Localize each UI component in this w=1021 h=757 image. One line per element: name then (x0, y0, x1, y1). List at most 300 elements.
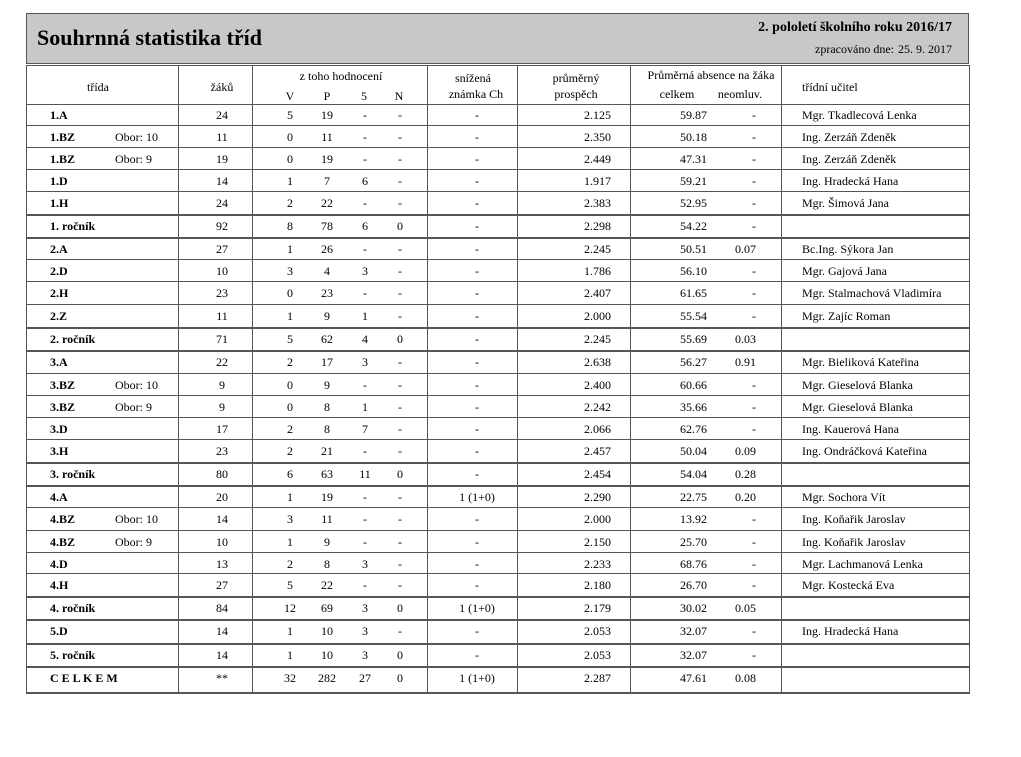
cell-trida: 2. ročník (50, 332, 96, 346)
cell-p: 282 (318, 671, 336, 685)
cell-abs-celkem: 56.27 (680, 355, 707, 369)
cell-v: 3 (287, 264, 293, 278)
cell-abs-celkem: 26.70 (680, 578, 707, 592)
cell-ucitel: Mgr. Kostecká Eva (802, 578, 895, 592)
report-header (26, 13, 969, 64)
table-row-divider (26, 191, 970, 192)
cell-trida: 5.D (50, 624, 68, 638)
cell-snizena: 1 (1+0) (459, 671, 495, 685)
cell-zaku: 10 (216, 264, 228, 278)
table-row-divider (26, 259, 970, 260)
cell-n: - (398, 355, 402, 369)
cell-five: - (363, 130, 367, 144)
cell-abs-celkem: 50.18 (680, 130, 707, 144)
cell-zaku: 10 (216, 535, 228, 549)
cell-ucitel: Ing. Hradecká Hana (802, 174, 899, 188)
cell-abs-neomluv: - (752, 557, 756, 571)
cell-v: 5 (287, 332, 293, 346)
table-row-divider (26, 395, 970, 396)
cell-five: 11 (359, 467, 371, 481)
cell-ucitel: Ing. Kauerová Hana (802, 422, 899, 436)
cell-prumer: 2.407 (584, 286, 611, 300)
cell-trida: 4.H (50, 578, 69, 592)
cell-zaku: 19 (216, 152, 228, 166)
school-period: 2. pololetí školního roku 2016/17 (758, 20, 952, 35)
cell-zaku: 23 (216, 444, 228, 458)
col-5-header: 5 (361, 89, 367, 103)
cell-snizena: 1 (1+0) (459, 601, 495, 615)
cell-p: 11 (321, 512, 333, 526)
cell-prumer: 2.245 (584, 242, 611, 256)
table-grid-line (427, 65, 428, 693)
cell-n: 0 (397, 219, 403, 233)
cell-p: 8 (324, 557, 330, 571)
cell-n: - (398, 422, 402, 436)
cell-snizena: - (475, 355, 479, 369)
cell-obor: Obor: 10 (115, 512, 158, 526)
cell-trida: 2.Z (50, 309, 68, 323)
cell-n: - (398, 378, 402, 392)
cell-prumer: 2.298 (584, 219, 611, 233)
cell-abs-neomluv: - (752, 108, 756, 122)
cell-n: - (398, 490, 402, 504)
table-row-divider (26, 237, 970, 239)
cell-p: 19 (321, 490, 333, 504)
cell-abs-neomluv: - (752, 219, 756, 233)
cell-trida: 3.A (50, 355, 68, 369)
cell-n: 0 (397, 601, 403, 615)
cell-trida: 1.H (50, 196, 69, 210)
processed-date: 25. 9. 2017 (898, 42, 952, 56)
cell-abs-celkem: 47.31 (680, 152, 707, 166)
cell-v: 1 (287, 535, 293, 549)
cell-snizena: - (475, 624, 479, 638)
cell-trida: 4.A (50, 490, 68, 504)
cell-p: 26 (321, 242, 333, 256)
col-ucitel-header: třídní učitel (802, 80, 858, 94)
col-p-header: P (323, 89, 331, 103)
cell-prumer: 2.383 (584, 196, 611, 210)
cell-snizena: - (475, 286, 479, 300)
cell-n: - (398, 512, 402, 526)
col-absence-neomluv-header: neomluv. (717, 87, 763, 101)
cell-snizena: - (475, 196, 479, 210)
cell-trida: 4.BZ (50, 535, 76, 549)
cell-five: 3 (362, 355, 368, 369)
table-row-divider (26, 327, 970, 329)
cell-v: 6 (287, 467, 293, 481)
cell-abs-celkem: 59.21 (680, 174, 707, 188)
cell-prumer: 1.786 (584, 264, 611, 278)
cell-p: 22 (321, 578, 333, 592)
cell-prumer: 1.917 (584, 174, 611, 188)
cell-prumer: 2.638 (584, 355, 611, 369)
cell-ucitel: Mgr. Zajíc Roman (802, 309, 891, 323)
cell-five: - (363, 196, 367, 210)
col-zaku-header: žáků (210, 80, 234, 94)
cell-abs-neomluv: - (752, 512, 756, 526)
cell-prumer: 2.066 (584, 422, 611, 436)
cell-abs-celkem: 30.02 (680, 601, 707, 615)
col-n-header: N (394, 89, 404, 103)
cell-five: 4 (362, 332, 368, 346)
cell-ucitel: Mgr. Sochora Vít (802, 490, 886, 504)
cell-abs-celkem: 54.04 (680, 467, 707, 481)
table-grid-line (630, 65, 631, 693)
cell-snizena: - (475, 332, 479, 346)
table-row-divider (26, 462, 970, 464)
table-row-divider (26, 596, 970, 598)
cell-zaku: 17 (216, 422, 228, 436)
table-row-divider (26, 373, 970, 374)
cell-prumer: 2.287 (584, 671, 611, 685)
table-row-divider (26, 417, 970, 418)
table-row-divider (26, 169, 970, 170)
cell-ucitel: Mgr. Gieselová Blanka (802, 378, 913, 392)
cell-v: 2 (287, 355, 293, 369)
cell-n: - (398, 130, 402, 144)
cell-v: 1 (287, 648, 293, 662)
cell-prumer: 2.400 (584, 378, 611, 392)
cell-prumer: 2.454 (584, 467, 611, 481)
cell-p: 17 (321, 355, 333, 369)
cell-abs-neomluv: - (752, 286, 756, 300)
table-row-divider (26, 304, 970, 305)
cell-p: 9 (324, 535, 330, 549)
cell-abs-celkem: 61.65 (680, 286, 707, 300)
table-grid-line (178, 65, 179, 693)
cell-prumer: 2.000 (584, 309, 611, 323)
cell-five: - (363, 242, 367, 256)
cell-zaku: 80 (216, 467, 228, 481)
cell-n: - (398, 152, 402, 166)
cell-prumer: 2.449 (584, 152, 611, 166)
cell-v: 2 (287, 557, 293, 571)
table-row-divider (26, 573, 970, 574)
cell-n: - (398, 196, 402, 210)
cell-abs-neomluv: - (752, 535, 756, 549)
cell-p: 62 (321, 332, 333, 346)
cell-abs-celkem: 13.92 (680, 512, 707, 526)
cell-abs-celkem: 35.66 (680, 400, 707, 414)
cell-trida: 4.BZ (50, 512, 76, 526)
cell-five: - (363, 152, 367, 166)
cell-prumer: 2.233 (584, 557, 611, 571)
cell-abs-celkem: 50.51 (680, 242, 707, 256)
cell-snizena: - (475, 578, 479, 592)
cell-abs-neomluv: - (752, 130, 756, 144)
cell-zaku: 13 (216, 557, 228, 571)
cell-p: 9 (324, 309, 330, 323)
cell-ucitel: Ing. Koňařik Jaroslav (802, 535, 906, 549)
cell-prumer: 2.290 (584, 490, 611, 504)
cell-snizena: - (475, 557, 479, 571)
cell-p: 23 (321, 286, 333, 300)
table-row-divider (26, 439, 970, 440)
cell-prumer: 2.180 (584, 578, 611, 592)
cell-prumer: 2.457 (584, 444, 611, 458)
cell-n: - (398, 174, 402, 188)
cell-zaku: 11 (216, 130, 228, 144)
cell-v: 32 (284, 671, 296, 685)
table-row-divider (26, 692, 970, 694)
cell-abs-celkem: 68.76 (680, 557, 707, 571)
table-grid-line (252, 65, 253, 693)
cell-abs-neomluv: - (752, 264, 756, 278)
cell-v: 0 (287, 130, 293, 144)
cell-abs-celkem: 55.69 (680, 332, 707, 346)
table-row-divider (26, 104, 970, 105)
cell-ucitel: Mgr. Stalmachová Vladimíra (802, 286, 942, 300)
cell-zaku: 20 (216, 490, 228, 504)
cell-snizena: - (475, 512, 479, 526)
cell-zaku: 24 (216, 108, 228, 122)
cell-v: 0 (287, 378, 293, 392)
cell-trida: 3. ročník (50, 467, 96, 481)
cell-five: - (363, 512, 367, 526)
cell-snizena: - (475, 648, 479, 662)
col-v-header: V (285, 89, 295, 103)
cell-snizena: - (475, 242, 479, 256)
cell-ucitel: Mgr. Gieselová Blanka (802, 400, 913, 414)
cell-v: 8 (287, 219, 293, 233)
cell-abs-neomluv: - (752, 422, 756, 436)
cell-abs-neomluv: 0.91 (735, 355, 756, 369)
cell-obor: Obor: 9 (115, 535, 152, 549)
report-title: Souhrnná statistika tříd (37, 25, 262, 50)
cell-zaku: 92 (216, 219, 228, 233)
cell-five: - (363, 108, 367, 122)
cell-abs-neomluv: - (752, 309, 756, 323)
table-grid-line (26, 65, 27, 693)
cell-five: 3 (362, 557, 368, 571)
cell-zaku: 23 (216, 286, 228, 300)
cell-ucitel: Mgr. Tkadlecová Lenka (802, 108, 917, 122)
cell-n: 0 (397, 648, 403, 662)
processed-label: zpracováno dne: (815, 42, 894, 56)
cell-n: - (398, 535, 402, 549)
cell-v: 1 (287, 624, 293, 638)
col-snizena-header-1: snížená (455, 71, 491, 85)
cell-five: - (363, 535, 367, 549)
cell-n: 0 (397, 671, 403, 685)
cell-trida: 3.H (50, 444, 69, 458)
table-row-divider (26, 214, 970, 216)
cell-abs-neomluv: - (752, 400, 756, 414)
cell-prumer: 2.179 (584, 601, 611, 615)
cell-abs-celkem: 62.76 (680, 422, 707, 436)
cell-five: 3 (362, 648, 368, 662)
cell-v: 2 (287, 196, 293, 210)
cell-p: 69 (321, 601, 333, 615)
cell-snizena: 1 (1+0) (459, 490, 495, 504)
cell-snizena: - (475, 422, 479, 436)
table-row-divider (26, 125, 970, 126)
cell-trida: 3.D (50, 422, 68, 436)
cell-snizena: - (475, 130, 479, 144)
cell-five: - (363, 378, 367, 392)
cell-zaku: 71 (216, 332, 228, 346)
cell-ucitel: Ing. Koňařik Jaroslav (802, 512, 906, 526)
cell-abs-neomluv: 0.20 (735, 490, 756, 504)
cell-trida: 1.BZ (50, 152, 76, 166)
cell-trida: 2.A (50, 242, 68, 256)
cell-prumer: 2.125 (584, 108, 611, 122)
cell-ucitel: Mgr. Gajová Jana (802, 264, 887, 278)
cell-five: 1 (362, 400, 368, 414)
cell-snizena: - (475, 264, 479, 278)
cell-five: 1 (362, 309, 368, 323)
cell-prumer: 2.053 (584, 624, 611, 638)
cell-n: - (398, 578, 402, 592)
col-prumer-header-2: prospěch (554, 87, 598, 101)
cell-trida: 1.A (50, 108, 68, 122)
cell-five: 3 (362, 624, 368, 638)
cell-snizena: - (475, 467, 479, 481)
cell-prumer: 2.150 (584, 535, 611, 549)
cell-v: 5 (287, 108, 293, 122)
cell-zaku: 24 (216, 196, 228, 210)
cell-obor: Obor: 9 (115, 152, 152, 166)
cell-five: 3 (362, 264, 368, 278)
cell-n: - (398, 242, 402, 256)
cell-abs-celkem: 54.22 (680, 219, 707, 233)
cell-five: - (363, 490, 367, 504)
cell-v: 1 (287, 490, 293, 504)
cell-abs-celkem: 50.04 (680, 444, 707, 458)
cell-trida: 2.D (50, 264, 68, 278)
cell-p: 10 (321, 648, 333, 662)
cell-snizena: - (475, 108, 479, 122)
col-prumer-header-1: průměrný (552, 71, 600, 85)
cell-trida: 4. ročník (50, 601, 96, 615)
cell-abs-neomluv: 0.05 (735, 601, 756, 615)
cell-v: 1 (287, 174, 293, 188)
cell-p: 78 (321, 219, 333, 233)
cell-abs-celkem: 55.54 (680, 309, 707, 323)
cell-five: 3 (362, 601, 368, 615)
cell-abs-celkem: 56.10 (680, 264, 707, 278)
cell-n: 0 (397, 332, 403, 346)
cell-zaku: 11 (216, 309, 228, 323)
cell-five: - (363, 286, 367, 300)
cell-zaku: ** (216, 671, 228, 685)
cell-abs-neomluv: - (752, 196, 756, 210)
table-row-divider (26, 147, 970, 148)
cell-abs-celkem: 32.07 (680, 624, 707, 638)
cell-v: 3 (287, 512, 293, 526)
cell-trida: 1.BZ (50, 130, 76, 144)
table-row-divider (26, 350, 970, 352)
cell-trida: C E L K E M (50, 671, 118, 685)
cell-p: 8 (324, 400, 330, 414)
cell-prumer: 2.242 (584, 400, 611, 414)
table-row-divider (26, 65, 970, 66)
cell-n: - (398, 624, 402, 638)
cell-trida: 5. ročník (50, 648, 96, 662)
cell-v: 2 (287, 422, 293, 436)
cell-v: 2 (287, 444, 293, 458)
cell-ucitel: Ing. Zerzáň Zdeněk (802, 130, 897, 144)
cell-abs-neomluv: 0.08 (735, 671, 756, 685)
table-row-divider (26, 485, 970, 487)
cell-v: 5 (287, 578, 293, 592)
cell-v: 0 (287, 400, 293, 414)
table-grid-line (781, 65, 782, 693)
cell-p: 19 (321, 108, 333, 122)
table-row-divider (26, 507, 970, 508)
cell-v: 1 (287, 309, 293, 323)
cell-abs-neomluv: - (752, 624, 756, 638)
cell-trida: 1.D (50, 174, 68, 188)
cell-trida: 3.BZ (50, 400, 76, 414)
col-snizena-header-2: známka Ch (448, 87, 504, 101)
cell-ucitel: Mgr. Šimová Jana (802, 196, 889, 210)
cell-prumer: 2.000 (584, 512, 611, 526)
cell-trida: 3.BZ (50, 378, 76, 392)
cell-snizena: - (475, 174, 479, 188)
cell-trida: 4.D (50, 557, 68, 571)
cell-p: 21 (321, 444, 333, 458)
cell-obor: Obor: 10 (115, 378, 158, 392)
cell-n: - (398, 557, 402, 571)
cell-five: - (363, 578, 367, 592)
cell-abs-celkem: 32.07 (680, 648, 707, 662)
cell-ucitel: Bc.Ing. Sýkora Jan (802, 242, 894, 256)
cell-snizena: - (475, 152, 479, 166)
cell-zaku: 84 (216, 601, 228, 615)
cell-ucitel: Mgr. Lachmanová Lenka (802, 557, 923, 571)
col-absence-celkem-header: celkem (659, 87, 695, 101)
cell-abs-neomluv: - (752, 378, 756, 392)
cell-n: - (398, 444, 402, 458)
cell-zaku: 22 (216, 355, 228, 369)
cell-v: 12 (284, 601, 296, 615)
cell-abs-celkem: 47.61 (680, 671, 707, 685)
cell-zaku: 14 (216, 512, 228, 526)
cell-snizena: - (475, 309, 479, 323)
table-row-divider (26, 530, 970, 531)
cell-abs-celkem: 25.70 (680, 535, 707, 549)
cell-snizena: - (475, 400, 479, 414)
cell-five: 6 (362, 174, 368, 188)
cell-abs-celkem: 59.87 (680, 108, 707, 122)
cell-five: - (363, 444, 367, 458)
cell-prumer: 2.350 (584, 130, 611, 144)
cell-five: 27 (359, 671, 371, 685)
cell-v: 0 (287, 152, 293, 166)
cell-abs-neomluv: 0.09 (735, 444, 756, 458)
cell-abs-neomluv: - (752, 648, 756, 662)
cell-p: 4 (324, 264, 330, 278)
cell-zaku: 9 (219, 378, 225, 392)
cell-p: 19 (321, 152, 333, 166)
cell-n: - (398, 264, 402, 278)
cell-abs-neomluv: 0.28 (735, 467, 756, 481)
cell-zaku: 14 (216, 648, 228, 662)
cell-ucitel: Ing. Zerzáň Zdeněk (802, 152, 897, 166)
cell-p: 63 (321, 467, 333, 481)
cell-abs-neomluv: 0.07 (735, 242, 756, 256)
table-row-divider (26, 643, 970, 645)
cell-n: - (398, 108, 402, 122)
cell-p: 8 (324, 422, 330, 436)
cell-zaku: 14 (216, 624, 228, 638)
cell-n: - (398, 400, 402, 414)
cell-abs-celkem: 60.66 (680, 378, 707, 392)
cell-obor: Obor: 9 (115, 400, 152, 414)
cell-five: 6 (362, 219, 368, 233)
